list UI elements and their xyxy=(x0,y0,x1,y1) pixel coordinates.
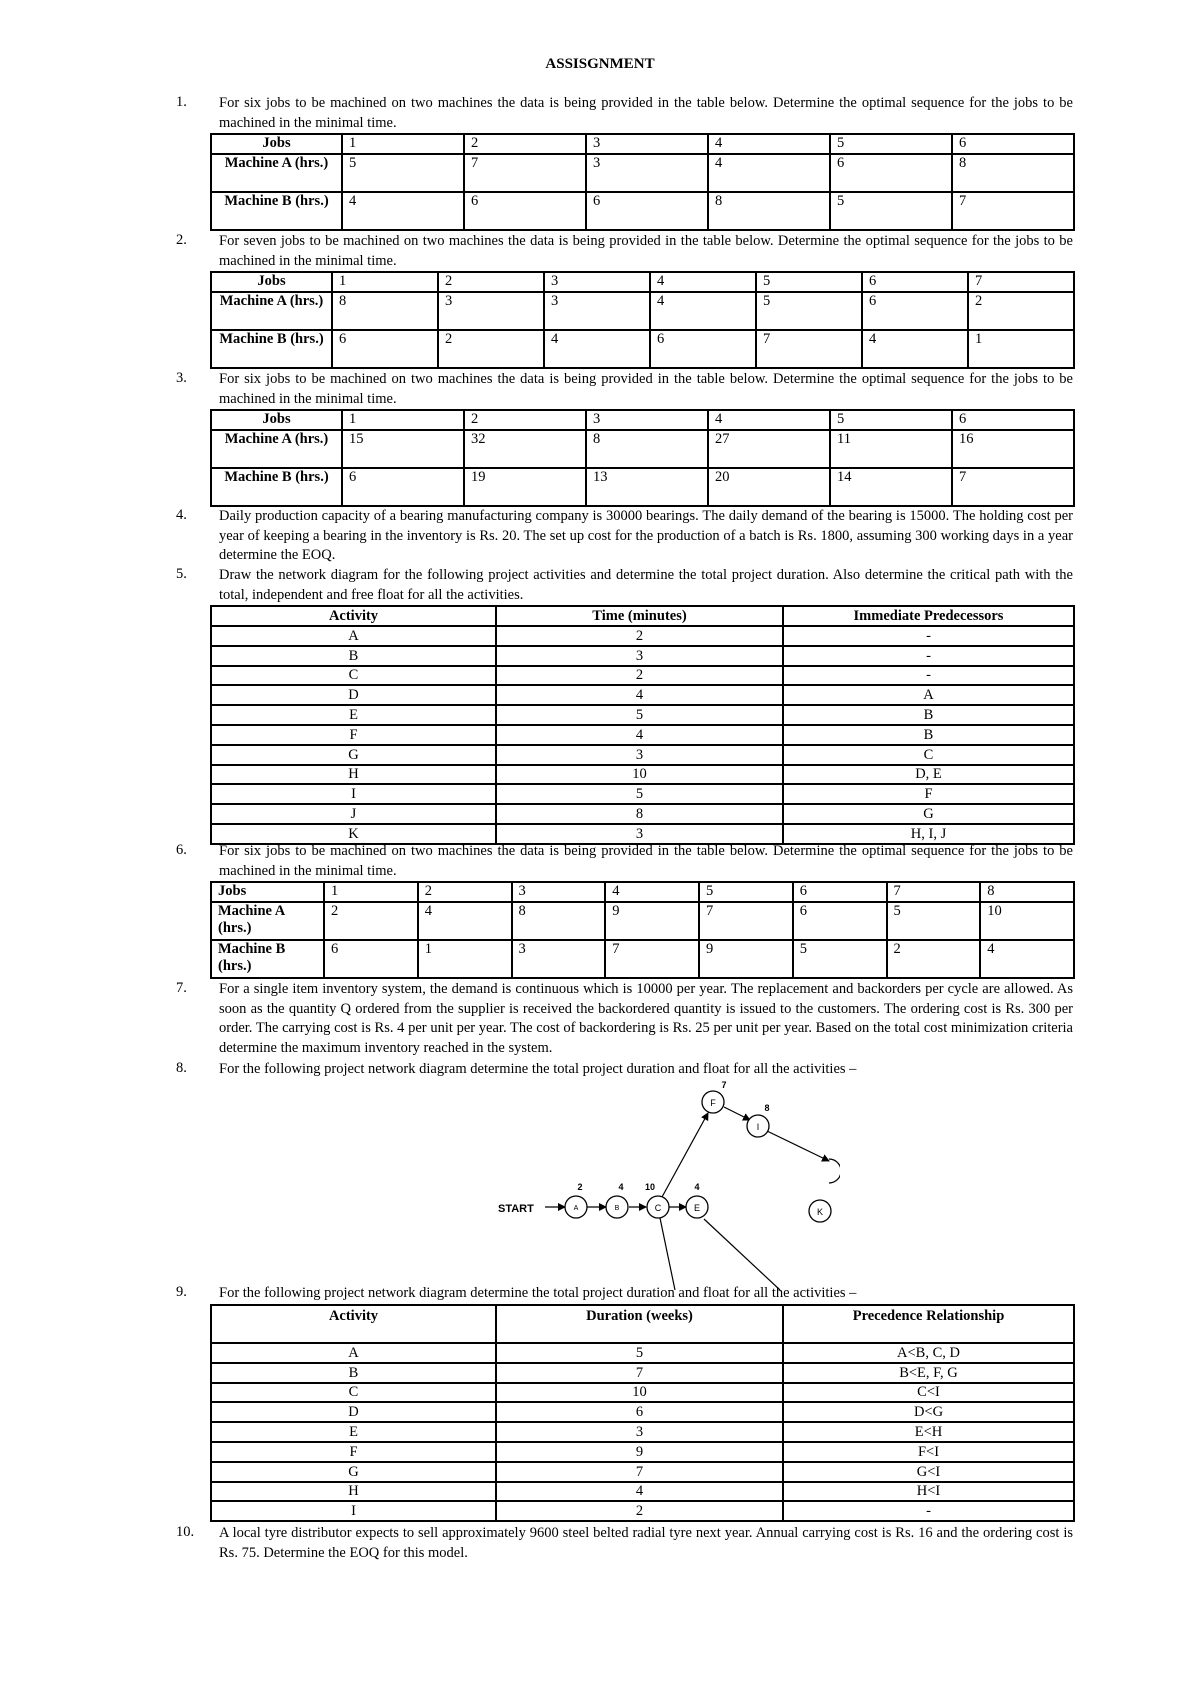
table-cell: 4 xyxy=(496,725,783,745)
table-cell: 8 xyxy=(952,154,1074,192)
table-cell: 8 xyxy=(980,882,1074,902)
table-row xyxy=(211,1482,1074,1502)
node-label: K xyxy=(816,1207,824,1217)
row-label: Machine B (hrs.) xyxy=(211,330,332,368)
table-cell: 8 xyxy=(496,804,783,824)
arrow-c-down xyxy=(660,1218,675,1290)
table-row xyxy=(211,1462,1074,1482)
table-row xyxy=(211,1383,1074,1403)
table-cell: 2 xyxy=(464,410,586,430)
table-cell: 1 xyxy=(324,882,418,902)
table-cell: 3 xyxy=(544,272,650,292)
q9-activity-table xyxy=(210,1304,1075,1522)
table-cell: D<G xyxy=(783,1402,1074,1422)
table-cell: H xyxy=(211,765,496,785)
table-cell: 4 xyxy=(980,940,1074,978)
table-cell: 6 xyxy=(464,192,586,230)
question-number: 8. xyxy=(176,1060,187,1076)
table-row xyxy=(211,272,1074,292)
table-cell: 5 xyxy=(496,784,783,804)
table-cell: 6 xyxy=(952,134,1074,154)
table-cell: 7 xyxy=(496,1363,783,1383)
table-cell: 6 xyxy=(496,1402,783,1422)
table-cell: 1 xyxy=(342,134,464,154)
table-row xyxy=(211,765,1074,785)
table-cell: 8 xyxy=(332,292,438,330)
duration-label: 4 xyxy=(618,1182,624,1192)
table-cell: 8 xyxy=(586,430,708,468)
table-row xyxy=(211,1422,1074,1442)
table-row xyxy=(211,430,1074,468)
table-cell: 6 xyxy=(952,410,1074,430)
question-number: 9. xyxy=(176,1284,187,1300)
table-cell: F xyxy=(211,1442,496,1462)
duration-label: 7 xyxy=(721,1080,727,1090)
table-row xyxy=(211,330,1074,368)
column-header: Immediate Predecessors xyxy=(783,606,1074,626)
table-cell: 5 xyxy=(793,940,887,978)
table-cell: B<E, F, G xyxy=(783,1363,1074,1383)
table-cell: 15 xyxy=(342,430,464,468)
table-cell: 9 xyxy=(496,1442,783,1462)
table-cell: 3 xyxy=(496,745,783,765)
table-cell: 2 xyxy=(464,134,586,154)
table-cell: G xyxy=(783,804,1074,824)
table-cell: 32 xyxy=(464,430,586,468)
table-cell: E<H xyxy=(783,1422,1074,1442)
table-row xyxy=(211,1363,1074,1383)
table-cell: 2 xyxy=(438,330,544,368)
question-number: 3. xyxy=(176,370,187,386)
table-cell: B xyxy=(211,1363,496,1383)
table-cell: I xyxy=(211,784,496,804)
table-cell: 2 xyxy=(968,292,1074,330)
project-network-diagram xyxy=(480,1078,840,1290)
table-cell: F xyxy=(783,784,1074,804)
row-label: Jobs xyxy=(211,134,342,154)
table-cell: 5 xyxy=(756,272,862,292)
table-row xyxy=(211,646,1074,666)
table-cell: H xyxy=(211,1482,496,1502)
table-row xyxy=(211,725,1074,745)
table-row xyxy=(211,154,1074,192)
table-cell: 10 xyxy=(496,1383,783,1403)
table-cell: 2 xyxy=(418,882,512,902)
table-cell: E xyxy=(211,1422,496,1442)
table-cell: B xyxy=(783,725,1074,745)
question-text: For a single item inventory system, the demand is continuous which is 10000 per year. The replacement and backorders per cycle are allowed. As soon as the quantity Q ordered from the supplier is received the backordered quantity is issued to the customers. The ordering cost is Rs. 300 per order. The carrying cost is Rs. 4 per unit per year. The cost of backordering is Rs. 25 per unit per year. Based on the total cost minimization criteria determine the maximum inventory reached in the system. xyxy=(219,981,1073,1056)
table-cell: 5 xyxy=(496,1343,783,1363)
table-row xyxy=(211,468,1074,506)
table-row xyxy=(211,1442,1074,1462)
table-cell: 3 xyxy=(512,940,606,978)
table-cell: 5 xyxy=(830,192,952,230)
table-row xyxy=(211,626,1074,646)
question-text: Draw the network diagram for the following project activities and determine the total project duration. Also determine the critical path with the total, independent and free float for all the activities. xyxy=(219,567,1073,603)
table-cell: 3 xyxy=(496,1422,783,1442)
table-cell: 3 xyxy=(496,824,783,844)
table-cell: 9 xyxy=(605,902,699,940)
table-cell: 6 xyxy=(862,272,968,292)
table-cell: 6 xyxy=(650,330,756,368)
table-cell: 19 xyxy=(464,468,586,506)
table-cell: 2 xyxy=(496,666,783,686)
table-row xyxy=(211,410,1074,430)
arrow-i-next xyxy=(767,1131,829,1161)
table-cell: 27 xyxy=(708,430,830,468)
row-label: Jobs xyxy=(211,272,332,292)
arrow-e-down xyxy=(704,1219,780,1290)
table-cell: 6 xyxy=(586,192,708,230)
table-cell: 6 xyxy=(862,292,968,330)
column-header: Time (minutes) xyxy=(496,606,783,626)
table-cell: 7 xyxy=(496,1462,783,1482)
node-i xyxy=(747,1103,770,1137)
partial-node-outline xyxy=(829,1159,840,1183)
row-label: Jobs xyxy=(211,410,342,430)
question-number: 2. xyxy=(176,232,187,248)
table-cell: 5 xyxy=(342,154,464,192)
table-cell: 1 xyxy=(332,272,438,292)
node-label: A xyxy=(573,1205,579,1212)
table-cell: B xyxy=(211,646,496,666)
table-cell: 6 xyxy=(793,882,887,902)
table-cell: I xyxy=(211,1501,496,1521)
table-cell: J xyxy=(211,804,496,824)
table-cell: A xyxy=(783,685,1074,705)
question-text: For seven jobs to be machined on two machines the data is being provided in the table below. Determine the optimal sequence for the jobs to be machined in the minimal time. xyxy=(219,233,1073,269)
table-cell: 4 xyxy=(650,292,756,330)
table-cell: 7 xyxy=(952,192,1074,230)
duration-label: 10 xyxy=(644,1182,656,1192)
row-label: Machine B (hrs.) xyxy=(211,940,324,978)
node-a xyxy=(565,1182,587,1218)
table-cell: 1 xyxy=(342,410,464,430)
table-cell: A xyxy=(211,1343,496,1363)
table-cell: - xyxy=(783,1501,1074,1521)
row-label: Machine B (hrs.) xyxy=(211,192,342,230)
table-cell: 10 xyxy=(496,765,783,785)
node-c xyxy=(645,1182,669,1218)
table-cell: 20 xyxy=(708,468,830,506)
node-label: C xyxy=(654,1203,662,1213)
table-cell: 3 xyxy=(586,154,708,192)
table-row xyxy=(211,292,1074,330)
table-cell: 10 xyxy=(980,902,1074,940)
table-row xyxy=(211,745,1074,765)
start-label: START xyxy=(498,1203,534,1215)
table-cell: 7 xyxy=(464,154,586,192)
table-row xyxy=(211,705,1074,725)
table-cell: 9 xyxy=(699,940,793,978)
row-label: Machine A (hrs.) xyxy=(211,430,342,468)
table-row xyxy=(211,666,1074,686)
table-cell: A<B, C, D xyxy=(783,1343,1074,1363)
table-cell: H, I, J xyxy=(783,824,1074,844)
question-text: For the following project network diagram determine the total project duration and float for all the activities – xyxy=(219,1285,857,1301)
table-cell: D xyxy=(211,1402,496,1422)
question-number: 4. xyxy=(176,507,187,523)
row-label: Machine A (hrs.) xyxy=(211,292,332,330)
table-row xyxy=(211,134,1074,154)
node-e xyxy=(686,1182,708,1218)
node-label: I xyxy=(756,1122,760,1132)
table-row xyxy=(211,1501,1074,1521)
table-cell: 3 xyxy=(544,292,650,330)
question-text: For six jobs to be machined on two machines the data is being provided in the table below. Determine the optimal sequence for the jobs to be machined in the minimal time. xyxy=(219,843,1073,879)
node-f xyxy=(702,1080,727,1113)
table-row xyxy=(211,1343,1074,1363)
node-label: E xyxy=(693,1203,701,1213)
table-cell: 7 xyxy=(887,882,981,902)
table-cell: 3 xyxy=(496,646,783,666)
table-row xyxy=(211,882,1074,902)
table-cell: 4 xyxy=(708,134,830,154)
table-cell: G xyxy=(211,745,496,765)
table-row xyxy=(211,192,1074,230)
table-row xyxy=(211,1402,1074,1422)
arrow-f-i xyxy=(724,1107,750,1120)
q1-jobs-table xyxy=(210,133,1075,231)
q6-jobs-table xyxy=(210,881,1075,979)
table-cell: G<I xyxy=(783,1462,1074,1482)
question-text: For six jobs to be machined on two machines the data is being provided in the table below. Determine the optimal sequence for the jobs to be machined in the minimal time. xyxy=(219,371,1073,407)
table-cell: 2 xyxy=(496,626,783,646)
table-row xyxy=(211,902,1074,940)
column-header: Activity xyxy=(211,606,496,626)
duration-label: 2 xyxy=(577,1182,583,1192)
table-cell: 6 xyxy=(324,940,418,978)
table-cell: C<I xyxy=(783,1383,1074,1403)
table-cell: 2 xyxy=(887,940,981,978)
question-number: 7. xyxy=(176,980,187,996)
table-cell: 4 xyxy=(605,882,699,902)
table-cell: 4 xyxy=(862,330,968,368)
table-row xyxy=(211,685,1074,705)
table-cell: 4 xyxy=(708,410,830,430)
page-title: ASSISGNMENT xyxy=(545,56,655,72)
column-header: Activity xyxy=(211,1305,496,1343)
table-cell: 5 xyxy=(699,882,793,902)
column-header: Duration (weeks) xyxy=(496,1305,783,1343)
table-cell: 16 xyxy=(952,430,1074,468)
table-header-row xyxy=(211,606,1074,626)
node-label: F xyxy=(710,1098,716,1108)
table-cell: G xyxy=(211,1462,496,1482)
table-cell: A xyxy=(211,626,496,646)
node-label: B xyxy=(614,1205,620,1212)
table-header-row xyxy=(211,1305,1074,1343)
table-cell: 3 xyxy=(512,882,606,902)
table-cell: 3 xyxy=(438,292,544,330)
table-cell: - xyxy=(783,646,1074,666)
table-cell: 8 xyxy=(512,902,606,940)
table-cell: 2 xyxy=(496,1501,783,1521)
table-cell: 5 xyxy=(756,292,862,330)
table-cell: 6 xyxy=(830,154,952,192)
table-cell: 2 xyxy=(324,902,418,940)
row-label: Machine A (hrs.) xyxy=(211,902,324,940)
question-text: A local tyre distributor expects to sell approximately 9600 steel belted radial tyre next year. Annual carrying cost is Rs. 16 and the ordering cost is Rs. 75. Determine the EOQ for this model. xyxy=(219,1525,1073,1561)
table-cell: F xyxy=(211,725,496,745)
table-cell: D, E xyxy=(783,765,1074,785)
table-cell: - xyxy=(783,666,1074,686)
question-number: 5. xyxy=(176,566,187,582)
question-text: For six jobs to be machined on two machines the data is being provided in the table below. Determine the optimal sequence for the jobs to be machined in the minimal time. xyxy=(219,95,1073,131)
node-k xyxy=(809,1200,831,1222)
table-row xyxy=(211,804,1074,824)
table-cell: 14 xyxy=(830,468,952,506)
table-cell: 5 xyxy=(887,902,981,940)
table-cell: C xyxy=(783,745,1074,765)
table-cell: 4 xyxy=(650,272,756,292)
table-cell: F<I xyxy=(783,1442,1074,1462)
node-b xyxy=(606,1182,628,1218)
table-row xyxy=(211,824,1074,844)
table-cell: 1 xyxy=(418,940,512,978)
table-cell: C xyxy=(211,666,496,686)
arrow-c-f xyxy=(662,1113,708,1197)
table-cell: 13 xyxy=(586,468,708,506)
table-cell: 7 xyxy=(699,902,793,940)
table-cell: 6 xyxy=(793,902,887,940)
table-cell: 7 xyxy=(952,468,1074,506)
table-cell: 6 xyxy=(332,330,438,368)
table-cell: D xyxy=(211,685,496,705)
row-label: Jobs xyxy=(211,882,324,902)
table-cell: 4 xyxy=(496,685,783,705)
table-cell: 7 xyxy=(756,330,862,368)
q2-jobs-table xyxy=(210,271,1075,369)
question-text: For the following project network diagram determine the total project duration and float for all the activities – xyxy=(219,1061,857,1077)
table-cell: 4 xyxy=(342,192,464,230)
row-label: Machine A (hrs.) xyxy=(211,154,342,192)
table-cell: 7 xyxy=(968,272,1074,292)
table-cell: 3 xyxy=(586,410,708,430)
q5-activity-table xyxy=(210,605,1075,845)
table-cell: 4 xyxy=(708,154,830,192)
table-cell: K xyxy=(211,824,496,844)
table-cell: 5 xyxy=(830,134,952,154)
table-cell: B xyxy=(783,705,1074,725)
table-cell: H<I xyxy=(783,1482,1074,1502)
table-cell: 11 xyxy=(830,430,952,468)
question-number: 10. xyxy=(176,1524,195,1540)
duration-label: 4 xyxy=(694,1182,700,1192)
table-cell: 6 xyxy=(342,468,464,506)
duration-label: 8 xyxy=(764,1103,770,1113)
table-cell: 7 xyxy=(605,940,699,978)
question-number: 6. xyxy=(176,842,187,858)
column-header: Precedence Relationship xyxy=(783,1305,1074,1343)
table-cell: 5 xyxy=(496,705,783,725)
table-cell: 4 xyxy=(418,902,512,940)
q3-jobs-table xyxy=(210,409,1075,507)
table-cell: C xyxy=(211,1383,496,1403)
table-cell: E xyxy=(211,705,496,725)
question-number: 1. xyxy=(176,94,187,110)
table-cell: 2 xyxy=(438,272,544,292)
table-cell: 8 xyxy=(708,192,830,230)
table-cell: 5 xyxy=(830,410,952,430)
table-cell: 1 xyxy=(968,330,1074,368)
table-cell: - xyxy=(783,626,1074,646)
table-cell: 4 xyxy=(496,1482,783,1502)
table-cell: 4 xyxy=(544,330,650,368)
question-text: Daily production capacity of a bearing manufacturing company is 30000 bearings. The daily demand of the bearing is 15000. The holding cost per year of keeping a bearing in the inventory is Rs. 20. The set up cost for the production of a batch is Rs. 1800, assuming 300 working days in a year determine the EOQ. xyxy=(219,508,1073,563)
table-row xyxy=(211,784,1074,804)
table-cell: 3 xyxy=(586,134,708,154)
row-label: Machine B (hrs.) xyxy=(211,468,342,506)
table-row xyxy=(211,940,1074,978)
